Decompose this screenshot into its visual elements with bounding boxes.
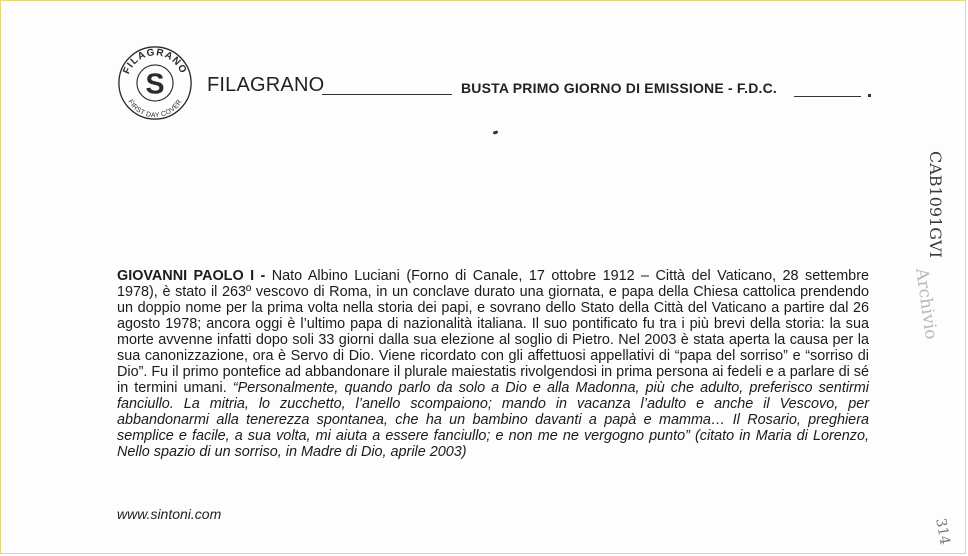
handwritten-number: 314 [932,517,953,547]
seal-bottom-text: FIRST DAY COVER [126,98,184,120]
filagrano-seal-icon [117,45,193,121]
biography-body: Nato Albino Luciani (Forno di Canale, 17 ottobre 1912 – Città del Vaticano, 28 settembre 1978), è stato il 263º vescovo di Roma, in un conclave durato una giornata, e papa della Chiesa cattolica prendendo un doppio nome per la prima volta nella storia dei papi, e sovrano dello Stato della Città del Vaticano a partire dal 26 agosto 1978; ancora oggi è l’ultimo papa di nazionalità italiana. Il suo pontificato fu tra i più brevi della storia: la sua morte avvenne infatti dopo soli 33 giorni dalla sua elezione al soglio di Pietro. Nel 2003 è stata aperta la causa per la sua canonizzazione, ora è Servo di Dio. Viene ricordato con gli affettuosi appellativi di “papa del sorriso” e “sorriso di Dio”. Fu il primo pontefice ad abbandonare il plurale maiestatis rivolgendosi in prima persona ai fedeli e a parlare di sé in termini umani. [117,268,869,396]
handwritten-code: CAB1091GVI [926,151,945,258]
handwritten-archive-note: Archivio [911,267,941,341]
ink-speck [493,130,499,135]
website-link[interactable]: www.sintoni.com [117,506,222,522]
title-dot [868,94,871,97]
biography-quote: “Personalmente, quando parlo da solo a Dio e alla Madonna, più che adulto, preferisco sentirmi fanciullo. La mitria, lo zucchetto, l’anello scompaiono; mando in vacanza l’adulto e anche il Vescovo, per abbandonarmi alla tenerezza spontanea, che ha un bambino davanti a papà e mamma… Il Rosario, preghiera semplice e facile, a sua volta, mi aiuta a essere fanciullo; e non me ne vergogno punto” (citato in Maria di Lorenzo, Nello spazio di un sorriso, in Madre di Dio, aprile 2003) [117,380,869,460]
seal-top-text: FILAGRANO [121,47,189,76]
brand-name: FILAGRANO [207,74,325,96]
seal-center-letter: S [145,68,165,101]
biography-paragraph [117,268,869,460]
envelope-title-underline [794,96,861,97]
biography-name: GIOVANNI PAOLO I - [117,268,266,284]
brand-underline [322,94,452,95]
envelope-title: BUSTA PRIMO GIORNO DI EMISSIONE - F.D.C. [461,80,778,96]
